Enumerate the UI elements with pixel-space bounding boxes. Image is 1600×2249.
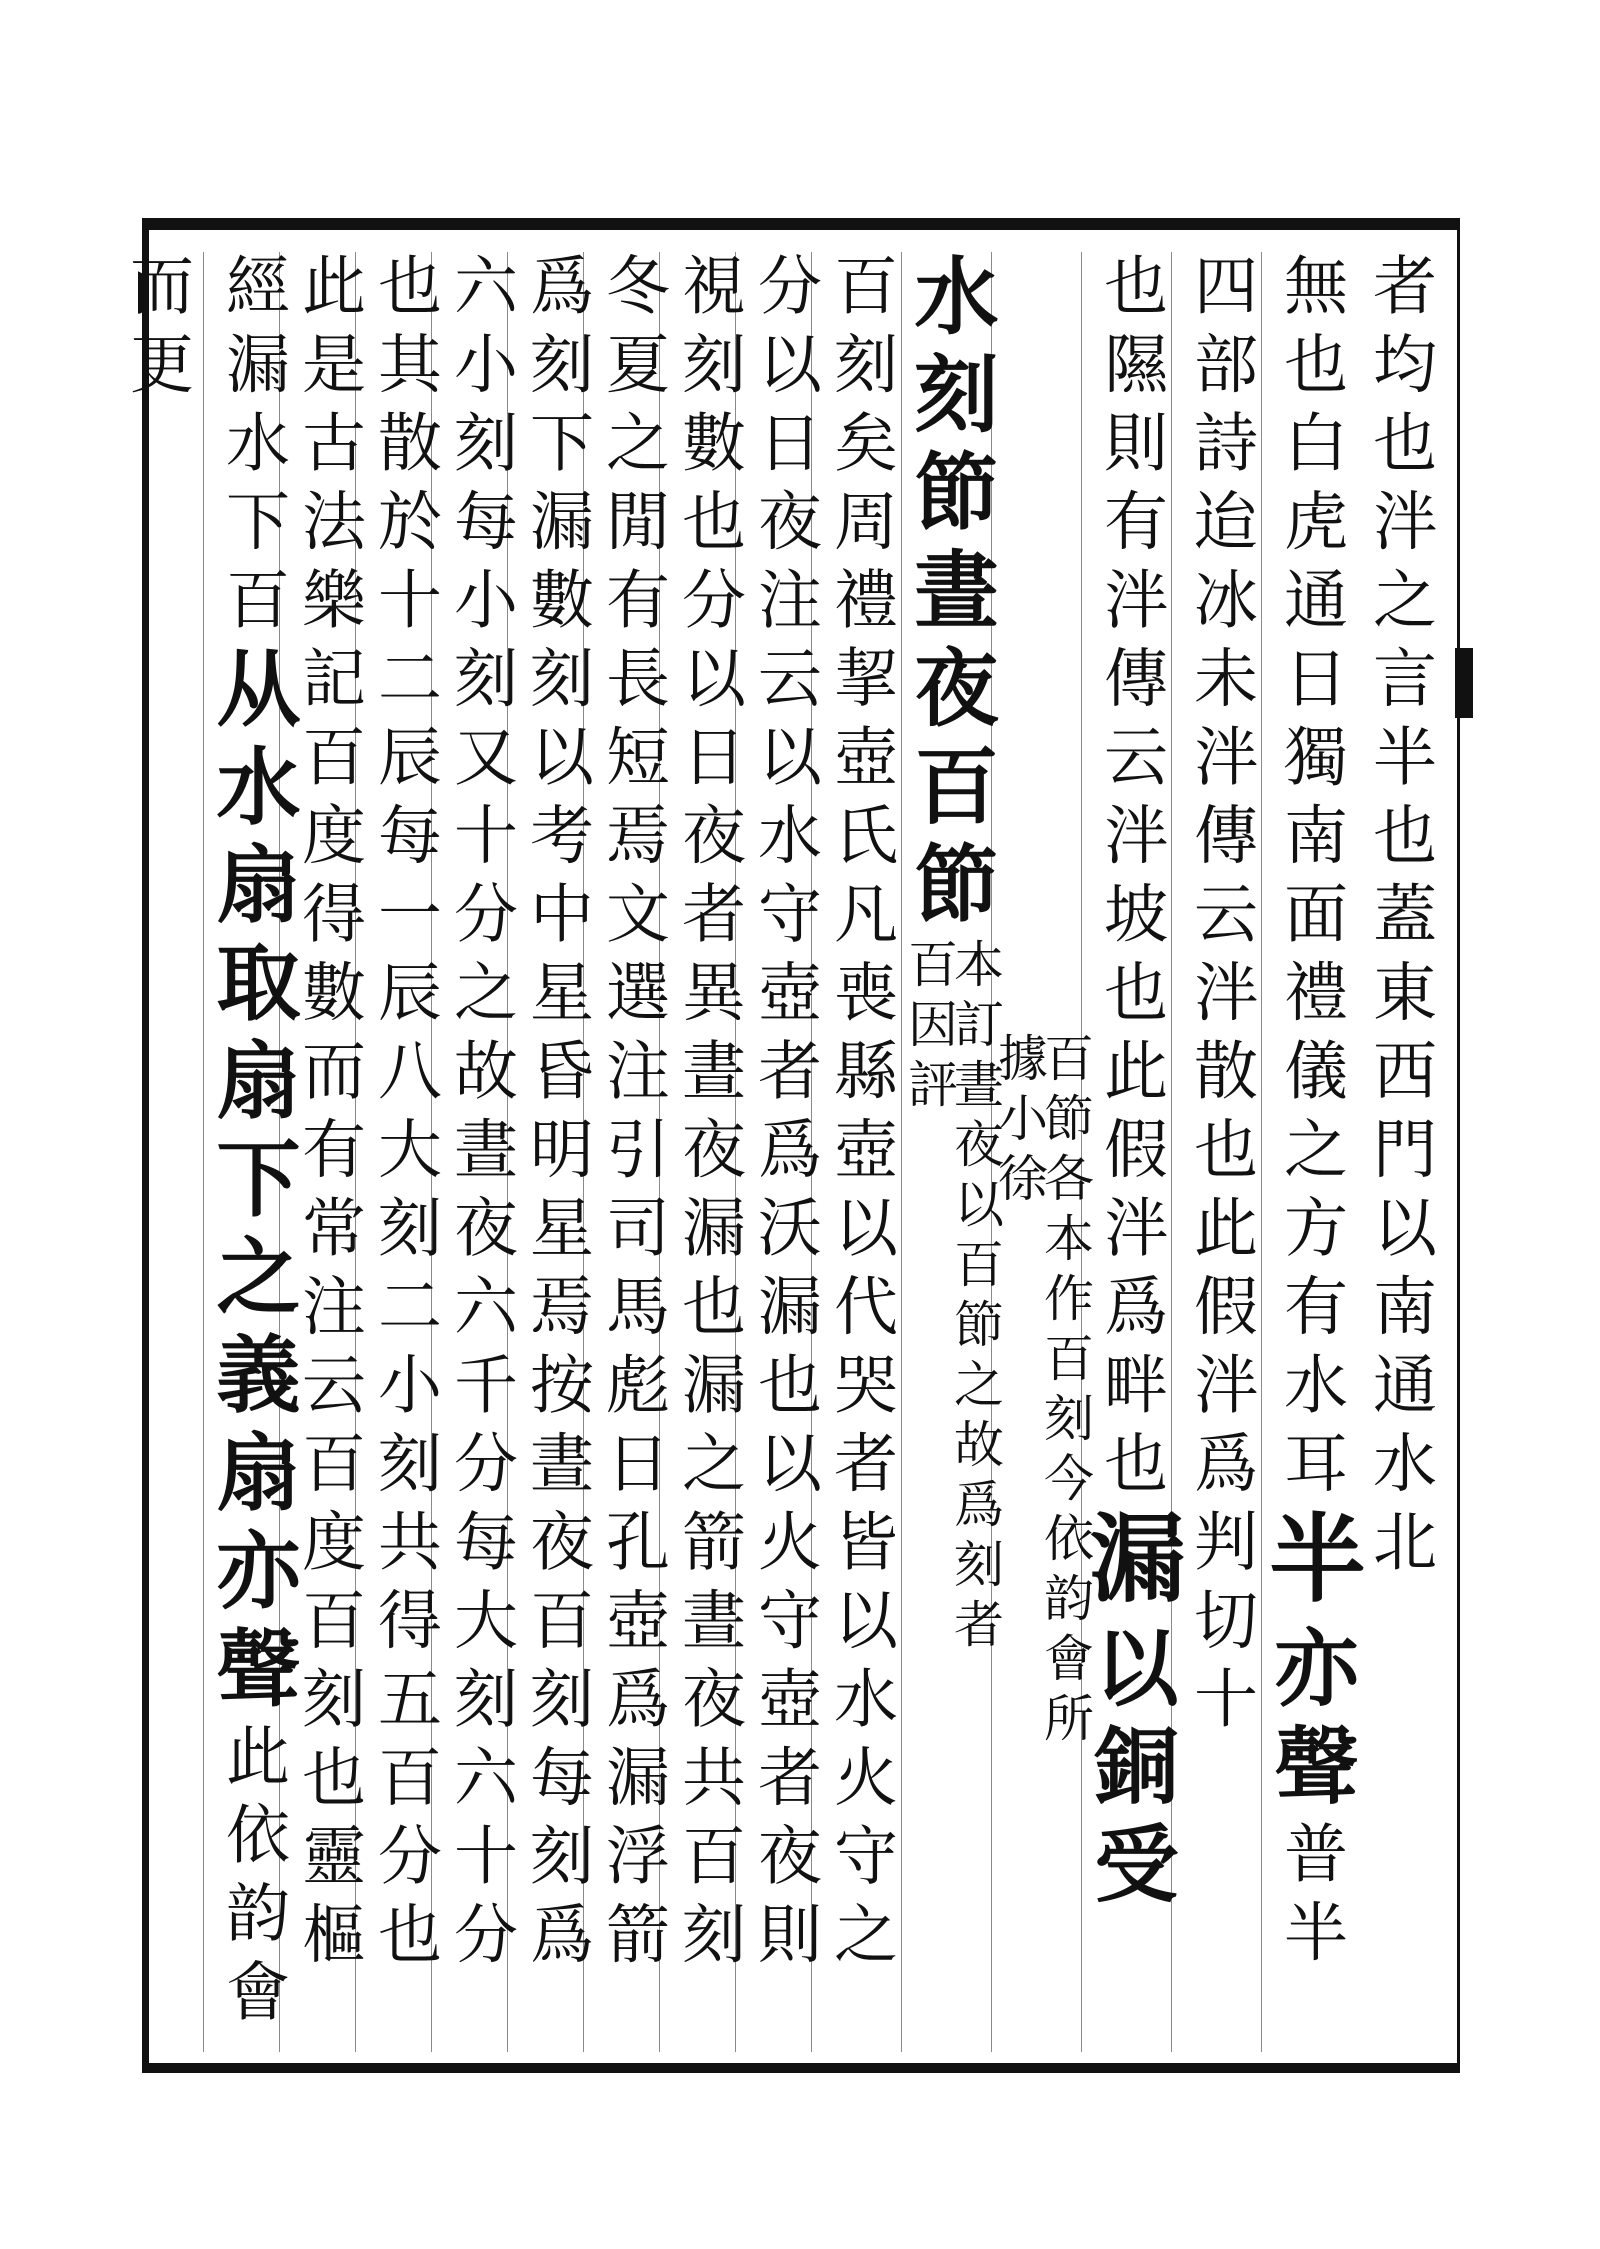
column-15-text-1: 經漏水下百: [215, 252, 289, 645]
fish-tail-mark: [1455, 648, 1473, 718]
column-11-text: 爲刻下漏數刻以考中星昏明星焉按晝夜百刻每刻爲: [519, 252, 593, 1979]
column-4-large-text: 以銅受: [1081, 1624, 1180, 1918]
column-5-double-text: 百節各本作百刻今依韵會所據小徐: [990, 1032, 1094, 1752]
column-2-large-text: 亦聲: [1261, 1624, 1360, 1820]
column-7-text: 百刻矣周禮挈壺氏凡喪縣壺以代哭者皆以水火守之: [823, 252, 897, 1979]
page-frame: [119, 218, 1460, 2073]
column-4-seal-char: 漏: [1074, 1508, 1187, 1624]
column-12-text: 六小刻每小刻又十分之故晝夜六千分每大刻六十分: [443, 252, 517, 1979]
column-14-text: 此是古法樂記百度得數而有常注云百度百刻也靈樞: [291, 252, 365, 1979]
text-columns: [119, 230, 1457, 2063]
column-15-text-2: 此依韵會而更: [119, 252, 289, 2037]
column-4-text-1: 也隰則有泮傳云泮坡也此假泮爲畔也: [1093, 252, 1167, 1508]
column-9-text: 視刻數也分以日夜者異晝夜漏也漏之箭晝夜共百刻: [671, 252, 745, 1979]
column-3: [1171, 252, 1268, 2052]
column-6-large-text: 水刻節晝夜百節: [901, 252, 1000, 938]
column-3-text-1: 四部詩迨冰未泮傳云泮散也此假泮爲判: [1183, 252, 1257, 1587]
column-6: [900, 252, 1004, 2052]
column-15-large-text: 从水扇取扇下之義扇亦聲: [203, 644, 302, 1723]
column-10-text: 冬夏之閒有長短焉文選注引司馬彪日孔壺爲漏浮箭: [595, 252, 669, 1979]
column-1-text-1: 者均也泮之言半也蓋東西門以南通水北: [1362, 252, 1436, 1587]
column-2: [1254, 252, 1367, 2052]
column-8-text: 分以日夜注云以水守壺者爲沃漏也以火守壺者夜則: [747, 252, 821, 1979]
column-2-text-2: 普半: [1273, 1820, 1347, 1977]
column-1: [1351, 252, 1447, 2052]
column-15: [119, 252, 302, 2052]
column-2-text-1: 無也白虎通日獨南面禮儀之方有水耳: [1273, 252, 1347, 1508]
column-6-double-text: 本訂晝夜以百節之故爲刻者百因評: [900, 938, 1004, 1658]
column-13-text: 也其散於十二辰每一辰八大刻二小刻共得五百分也: [367, 252, 441, 1979]
column-3-text-2: 切十: [1183, 1586, 1257, 1744]
column-2-seal-char: 半: [1254, 1508, 1367, 1624]
column-4: [1074, 252, 1187, 2052]
column-5: [990, 252, 1094, 2052]
